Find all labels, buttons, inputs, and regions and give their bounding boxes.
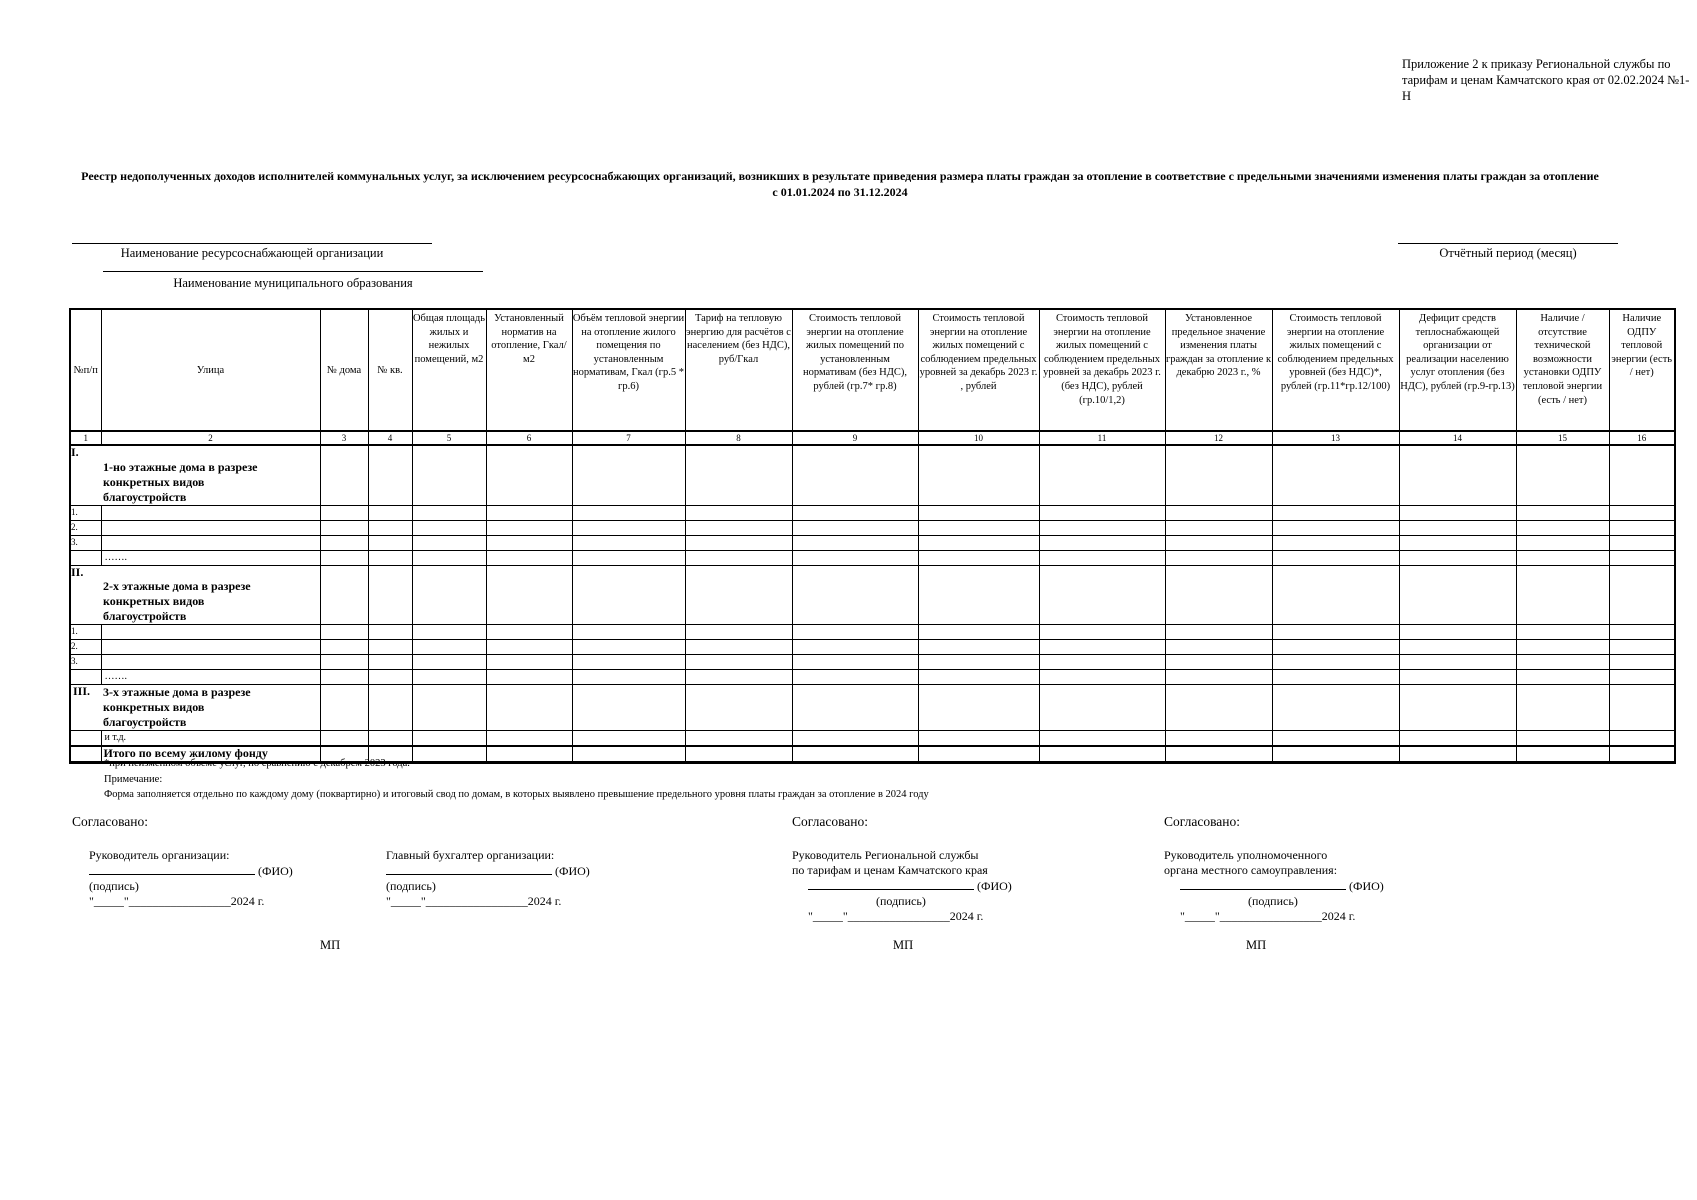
table-cell[interactable]: [320, 535, 368, 550]
table-cell[interactable]: [412, 550, 486, 565]
table-cell[interactable]: [320, 655, 368, 670]
table-cell[interactable]: [486, 670, 572, 685]
section-number-cell: [70, 445, 320, 505]
col-header-6: Установленный норматив на отопление, Гкал/м2: [486, 309, 572, 431]
table-cell[interactable]: [412, 445, 486, 505]
table-cell[interactable]: [320, 520, 368, 535]
table-cell[interactable]: [572, 550, 685, 565]
table-cell[interactable]: [1609, 731, 1675, 746]
section-title: 2-х этажные дома в разрезе конкретных видов благоустройств: [103, 579, 251, 624]
table-cell[interactable]: [486, 445, 572, 505]
col-header-11: Стоимость тепловой энергии на отопление жилых помещений с соблюдением предельных уровней за декабрь 2023 г. (без НДС), рублей (гр.10/1,2): [1039, 309, 1165, 431]
table-cell[interactable]: [572, 685, 685, 731]
table-cell[interactable]: [1399, 731, 1516, 746]
col-number: 14: [1399, 431, 1516, 445]
table-cell[interactable]: [792, 565, 918, 625]
table-cell[interactable]: [101, 520, 320, 535]
mun-name-label: Наименование муниципального образования: [173, 276, 413, 290]
table-cell[interactable]: [101, 625, 320, 640]
fio-label: (ФИО): [1349, 879, 1384, 893]
table-cell[interactable]: [1399, 550, 1516, 565]
table-cell[interactable]: [368, 550, 412, 565]
fio-field[interactable]: [792, 878, 1012, 894]
table-cell[interactable]: [792, 685, 918, 731]
local-title-1: Руководитель уполномоченного: [1164, 848, 1328, 862]
table-cell[interactable]: [1165, 445, 1272, 505]
table-cell[interactable]: [1039, 685, 1165, 731]
table-cell[interactable]: [1165, 640, 1272, 655]
section-number-cell: [70, 565, 320, 625]
continuation-marker: …….: [101, 550, 320, 565]
period-line[interactable]: [1398, 243, 1618, 244]
stamp-place-1: МП: [320, 938, 341, 952]
org-name-line[interactable]: [72, 243, 432, 244]
table-cell[interactable]: [572, 505, 685, 520]
chief-acc-title: Главный бухгалтер организации:: [386, 848, 555, 862]
table-cell[interactable]: [1272, 445, 1399, 505]
table-cell[interactable]: [486, 565, 572, 625]
table-cell[interactable]: [792, 625, 918, 640]
table-cell[interactable]: [1165, 670, 1272, 685]
table-cell[interactable]: [918, 731, 1039, 746]
regional-signature: [792, 848, 1012, 924]
row-number: 3.: [70, 655, 101, 670]
table-cell[interactable]: [1609, 685, 1675, 731]
table-cell[interactable]: [368, 625, 412, 640]
table-cell[interactable]: [320, 685, 368, 731]
table-cell[interactable]: [572, 445, 685, 505]
date-field[interactable]: "_____"_________________2024 г.: [1180, 909, 1356, 923]
table-cell[interactable]: [1399, 565, 1516, 625]
table-cell[interactable]: [1516, 565, 1609, 625]
table-row: [70, 655, 1675, 670]
table-cell[interactable]: [918, 625, 1039, 640]
table-cell[interactable]: [1039, 731, 1165, 746]
table-cell[interactable]: [572, 655, 685, 670]
table-cell[interactable]: [101, 505, 320, 520]
table-row: [70, 640, 1675, 655]
section-title: 1-но этажные дома в разрезе конкретных видов благоустройств: [103, 459, 258, 504]
registry-table: [69, 308, 1676, 764]
table-cell[interactable]: [1165, 685, 1272, 731]
table-cell[interactable]: [1516, 625, 1609, 640]
table-cell[interactable]: [486, 520, 572, 535]
table-cell[interactable]: [918, 505, 1039, 520]
table-cell[interactable]: [1272, 655, 1399, 670]
table-cell[interactable]: [1165, 535, 1272, 550]
col-number: 16: [1609, 431, 1675, 445]
date-field[interactable]: "_____"_________________2024 г.: [89, 894, 265, 908]
table-cell[interactable]: [1399, 655, 1516, 670]
table-row: [70, 535, 1675, 550]
table-cell[interactable]: [572, 731, 685, 746]
table-cell[interactable]: [572, 670, 685, 685]
table-cell[interactable]: [70, 746, 101, 763]
table-cell[interactable]: [1165, 550, 1272, 565]
table-cell[interactable]: [70, 550, 101, 565]
table-cell[interactable]: [1609, 655, 1675, 670]
table-cell[interactable]: [1609, 505, 1675, 520]
table-cell[interactable]: [1609, 520, 1675, 535]
table-cell[interactable]: [70, 670, 101, 685]
col-header-14: Дефицит средств теплоснабжающей организации от реализации населению услуг отопления (без НДС), рублей (гр.9-гр.13): [1399, 309, 1516, 431]
table-cell[interactable]: [685, 685, 792, 731]
table-cell[interactable]: [1516, 445, 1609, 505]
table-cell[interactable]: [1165, 746, 1272, 763]
table-cell[interactable]: [1165, 625, 1272, 640]
table-cell[interactable]: [320, 550, 368, 565]
col-header-10: Стоимость тепловой энергии на отопление жилых помещений с соблюдением предельных уровней за декабрь 2023 г. , рублей: [918, 309, 1039, 431]
row-number: 1.: [70, 625, 101, 640]
local-title-2: органа местного самоуправления:: [1164, 863, 1338, 877]
col-number: 15: [1516, 431, 1609, 445]
table-cell[interactable]: [1039, 550, 1165, 565]
table-cell[interactable]: [1609, 550, 1675, 565]
table-cell[interactable]: [368, 670, 412, 685]
continuation-marker: …….: [101, 670, 320, 685]
table-cell[interactable]: [792, 520, 918, 535]
table-cell[interactable]: [1399, 505, 1516, 520]
table-cell[interactable]: [572, 625, 685, 640]
table-cell[interactable]: [685, 550, 792, 565]
table-cell[interactable]: [1039, 565, 1165, 625]
head-org-title: Руководитель организации:: [89, 848, 230, 862]
col-number: 4: [368, 431, 412, 445]
col-number: 12: [1165, 431, 1272, 445]
section-number: I.: [71, 445, 79, 459]
table-cell[interactable]: [1272, 731, 1399, 746]
table-cell[interactable]: [1609, 670, 1675, 685]
table-cell[interactable]: [486, 505, 572, 520]
row-number: 3.: [70, 535, 101, 550]
table-row: [70, 505, 1675, 520]
regional-title-1: Руководитель Региональной службы: [792, 848, 979, 862]
table-cell[interactable]: [1165, 505, 1272, 520]
table-cell[interactable]: [918, 685, 1039, 731]
table-cell[interactable]: [685, 505, 792, 520]
table-cell[interactable]: [320, 445, 368, 505]
section-number-cell: [70, 685, 320, 731]
table-cell[interactable]: [412, 731, 486, 746]
col-header-4: № кв.: [368, 309, 412, 431]
table-cell[interactable]: [412, 670, 486, 685]
col-number: 8: [685, 431, 792, 445]
col-header-13: Стоимость тепловой энергии на отопление жилых помещений с соблюдением предельных уровней (без НДС)*, рублей (гр.11*гр.12/100): [1272, 309, 1399, 431]
period-label: Отчётный период (месяц): [1439, 246, 1577, 260]
table-cell[interactable]: [1516, 731, 1609, 746]
note-text: Форма заполняется отдельно по каждому дому (поквартирно) и итоговый свод по домам, в которых выявлено превышение предельного уровня платы граждан за отопление в 2024 году: [104, 789, 929, 800]
table-cell[interactable]: [486, 550, 572, 565]
col-header-15: Наличие / отсутствие технической возможности установки ОДПУ тепловой энергии (есть / нет): [1516, 309, 1609, 431]
table-cell[interactable]: [486, 731, 572, 746]
row-number: 1.: [70, 505, 101, 520]
table-cell[interactable]: [918, 445, 1039, 505]
table-cell[interactable]: [412, 655, 486, 670]
table-cell[interactable]: [486, 625, 572, 640]
table-cell[interactable]: [412, 520, 486, 535]
table-cell[interactable]: [1165, 520, 1272, 535]
table-cell[interactable]: [412, 505, 486, 520]
col-header-7: Объём тепловой энергии на отопление жилого помещения по установленным нормативам, Гкал (гр.5 * гр.6): [572, 309, 685, 431]
agreed-label-3: Согласовано:: [1164, 814, 1240, 829]
table-cell[interactable]: [368, 445, 412, 505]
continuation-marker: и т.д.: [101, 731, 320, 746]
table-cell[interactable]: [792, 731, 918, 746]
table-cell[interactable]: [685, 640, 792, 655]
table-cell[interactable]: [101, 640, 320, 655]
table-cell[interactable]: [412, 565, 486, 625]
col-number: 6: [486, 431, 572, 445]
note-label: Примечание:: [104, 773, 163, 785]
table-cell[interactable]: [572, 520, 685, 535]
section-number: III.: [73, 684, 91, 699]
table-cell[interactable]: [572, 565, 685, 625]
row-number: 2.: [70, 640, 101, 655]
table-cell[interactable]: [792, 445, 918, 505]
col-number: 13: [1272, 431, 1399, 445]
table-row: [70, 670, 1675, 685]
table-cell[interactable]: [368, 535, 412, 550]
regional-title-2: по тарифам и ценам Камчатского края: [792, 863, 988, 877]
table-cell[interactable]: [320, 505, 368, 520]
col-number: 10: [918, 431, 1039, 445]
column-number-row: [70, 431, 1675, 445]
table-cell[interactable]: [1516, 535, 1609, 550]
date-field[interactable]: "_____"_________________2024 г.: [386, 894, 562, 908]
table-cell[interactable]: [101, 535, 320, 550]
table-cell[interactable]: [368, 655, 412, 670]
sign-label: (подпись): [876, 894, 926, 908]
table-cell[interactable]: [1272, 746, 1399, 763]
table-cell[interactable]: [1609, 565, 1675, 625]
col-number: 9: [792, 431, 918, 445]
col-header-8: Тариф на тепловую энергию для расчётов с населением (без НДС), руб/Гкал: [685, 309, 792, 431]
table-cell[interactable]: [1272, 565, 1399, 625]
row-number: 2.: [70, 520, 101, 535]
table-cell[interactable]: [412, 685, 486, 731]
fio-field[interactable]: [1164, 878, 1384, 894]
table-cell[interactable]: [685, 655, 792, 670]
agreed-label-1: Согласовано:: [72, 814, 148, 829]
table-cell[interactable]: [918, 670, 1039, 685]
table-cell[interactable]: [1399, 520, 1516, 535]
table-cell[interactable]: [1165, 731, 1272, 746]
fio-label: (ФИО): [977, 879, 1012, 893]
table-cell[interactable]: [1516, 655, 1609, 670]
table-cell[interactable]: [918, 655, 1039, 670]
mun-name-line[interactable]: [103, 271, 483, 272]
section-number: II.: [71, 564, 84, 579]
table-cell[interactable]: [1609, 535, 1675, 550]
table-cell[interactable]: [572, 535, 685, 550]
section-row: [70, 685, 1675, 731]
table-cell[interactable]: [1039, 535, 1165, 550]
table-cell[interactable]: [412, 625, 486, 640]
table-cell[interactable]: [1609, 746, 1675, 763]
section-title: 3-х этажные дома в разрезе конкретных видов благоустройств: [103, 685, 251, 730]
table-cell[interactable]: [1272, 505, 1399, 520]
table-cell[interactable]: [685, 670, 792, 685]
stamp-place-2: МП: [893, 938, 914, 952]
table-cell[interactable]: [412, 640, 486, 655]
col-header-9: Стоимость тепловой энергии на отопление жилых помещений по установленным нормативам (без НДС), рублей (гр.7* гр.8): [792, 309, 918, 431]
table-cell[interactable]: [1399, 445, 1516, 505]
table-cell[interactable]: [1272, 685, 1399, 731]
table-cell[interactable]: [1272, 640, 1399, 655]
table-cell[interactable]: [320, 625, 368, 640]
table-cell[interactable]: [792, 550, 918, 565]
col-number: 1: [70, 431, 101, 445]
table-cell[interactable]: [918, 520, 1039, 535]
col-number: 5: [412, 431, 486, 445]
table-cell[interactable]: [320, 565, 368, 625]
table-cell[interactable]: [685, 731, 792, 746]
footnote: *при неизменном объеме услуг, по сравнению с декабрем 2023 года.: [104, 758, 410, 769]
document-title: Реестр недополученных доходов исполнителей коммунальных услуг, за исключением ресурсоснабжающих организаций, возникших в результате приведения размера платы граждан за отопление в соответствие с предельными значениями изменения платы граждан за отопление с 01.01.2024 по 31.12.2024: [81, 169, 1599, 199]
table-cell[interactable]: [685, 520, 792, 535]
sign-label: (подпись): [89, 879, 139, 893]
section-row: [70, 445, 1675, 505]
col-header-5: Общая площадь жилых и нежилых помещений, м2: [412, 309, 486, 431]
stamp-place-3: МП: [1246, 938, 1267, 952]
table-cell[interactable]: [486, 640, 572, 655]
sign-label: (подпись): [386, 879, 436, 893]
table-cell[interactable]: [1272, 535, 1399, 550]
fio-field[interactable]: [89, 863, 293, 879]
table-row: [70, 520, 1675, 535]
table-cell[interactable]: [1516, 505, 1609, 520]
table-cell[interactable]: [1272, 625, 1399, 640]
table-cell[interactable]: [486, 535, 572, 550]
table-cell[interactable]: [792, 655, 918, 670]
table-cell[interactable]: [792, 535, 918, 550]
table-cell[interactable]: [368, 520, 412, 535]
notes-block: [104, 756, 929, 803]
table-cell[interactable]: [792, 505, 918, 520]
table-cell[interactable]: [685, 625, 792, 640]
table-cell[interactable]: [1039, 746, 1165, 763]
table-cell[interactable]: [1039, 655, 1165, 670]
table-cell[interactable]: [1516, 746, 1609, 763]
table-cell[interactable]: [320, 670, 368, 685]
table-cell[interactable]: [1399, 625, 1516, 640]
fio-field[interactable]: [386, 863, 590, 879]
col-number: 3: [320, 431, 368, 445]
table-cell[interactable]: [1272, 550, 1399, 565]
fio-label: (ФИО): [258, 864, 293, 878]
table-cell[interactable]: [1516, 670, 1609, 685]
section-row: [70, 565, 1675, 625]
table-cell[interactable]: [1516, 550, 1609, 565]
table-cell[interactable]: [1609, 445, 1675, 505]
table-cell[interactable]: [918, 565, 1039, 625]
fio-label: (ФИО): [555, 864, 590, 878]
table-cell[interactable]: [1039, 505, 1165, 520]
date-field[interactable]: "_____"_________________2024 г.: [808, 909, 984, 923]
table-cell[interactable]: [1516, 640, 1609, 655]
col-header-16: Наличие ОДПУ тепловой энергии (есть / нет): [1609, 309, 1675, 431]
org-name-label: Наименование ресурсоснабжающей организации: [120, 246, 384, 260]
col-header-2: Улица: [101, 309, 320, 431]
table-cell[interactable]: [412, 535, 486, 550]
table-cell[interactable]: [1399, 746, 1516, 763]
table-cell[interactable]: [368, 640, 412, 655]
table-cell[interactable]: [1165, 655, 1272, 670]
table-cell[interactable]: [918, 535, 1039, 550]
col-number: 11: [1039, 431, 1165, 445]
table-cell[interactable]: [1165, 565, 1272, 625]
table-cell[interactable]: [101, 655, 320, 670]
appendix-note: Приложение 2 к приказу Региональной службы по тарифам и ценам Камчатского края от 02.02.2024 №1-Н: [1402, 57, 1690, 103]
sign-label: (подпись): [1248, 894, 1298, 908]
col-number: 7: [572, 431, 685, 445]
table-cell[interactable]: [685, 565, 792, 625]
table-cell[interactable]: [1272, 520, 1399, 535]
table-cell[interactable]: [70, 731, 101, 746]
table-cell[interactable]: [918, 640, 1039, 655]
col-header-1: №п/п: [70, 309, 101, 431]
table-cell[interactable]: [1039, 625, 1165, 640]
table-cell[interactable]: [1399, 535, 1516, 550]
table-cell[interactable]: [1609, 640, 1675, 655]
table-cell[interactable]: [1039, 640, 1165, 655]
table-cell[interactable]: [1272, 670, 1399, 685]
table-cell[interactable]: [572, 640, 685, 655]
chief-acc-signature: [386, 848, 590, 909]
table-cell[interactable]: [1516, 520, 1609, 535]
table-cell[interactable]: [368, 685, 412, 731]
header-row: [70, 309, 1675, 431]
table-cell[interactable]: [685, 535, 792, 550]
table-row: [70, 625, 1675, 640]
table-cell[interactable]: [368, 505, 412, 520]
table-cell[interactable]: [1516, 685, 1609, 731]
table-cell[interactable]: [918, 746, 1039, 763]
local-signature: [1164, 848, 1384, 924]
table-cell[interactable]: [1039, 670, 1165, 685]
table-cell[interactable]: [792, 670, 918, 685]
table-cell[interactable]: [1399, 640, 1516, 655]
table-cell[interactable]: [320, 731, 368, 746]
table-cell[interactable]: [368, 731, 412, 746]
table-cell[interactable]: [1399, 685, 1516, 731]
agreed-label-2: Согласовано:: [792, 814, 868, 829]
col-number: 2: [101, 431, 320, 445]
table-cell[interactable]: [320, 640, 368, 655]
table-row: [70, 731, 1675, 746]
table-cell[interactable]: [1039, 445, 1165, 505]
table-cell[interactable]: [368, 565, 412, 625]
col-header-12: Установленное предельное значение изменения платы граждан за отопление к декабрю 2023 г., %: [1165, 309, 1272, 431]
total-label: Итого по всему жилому фонду: [101, 746, 320, 763]
table-cell[interactable]: [486, 685, 572, 731]
head-org-signature: [89, 848, 293, 909]
table-cell[interactable]: [685, 445, 792, 505]
col-header-3: № дома: [320, 309, 368, 431]
table-cell[interactable]: [918, 550, 1039, 565]
table-cell[interactable]: [792, 640, 918, 655]
table-cell[interactable]: [1399, 670, 1516, 685]
table-cell[interactable]: [1609, 625, 1675, 640]
table-cell[interactable]: [1039, 520, 1165, 535]
table-row: [70, 550, 1675, 565]
table-cell[interactable]: [486, 655, 572, 670]
